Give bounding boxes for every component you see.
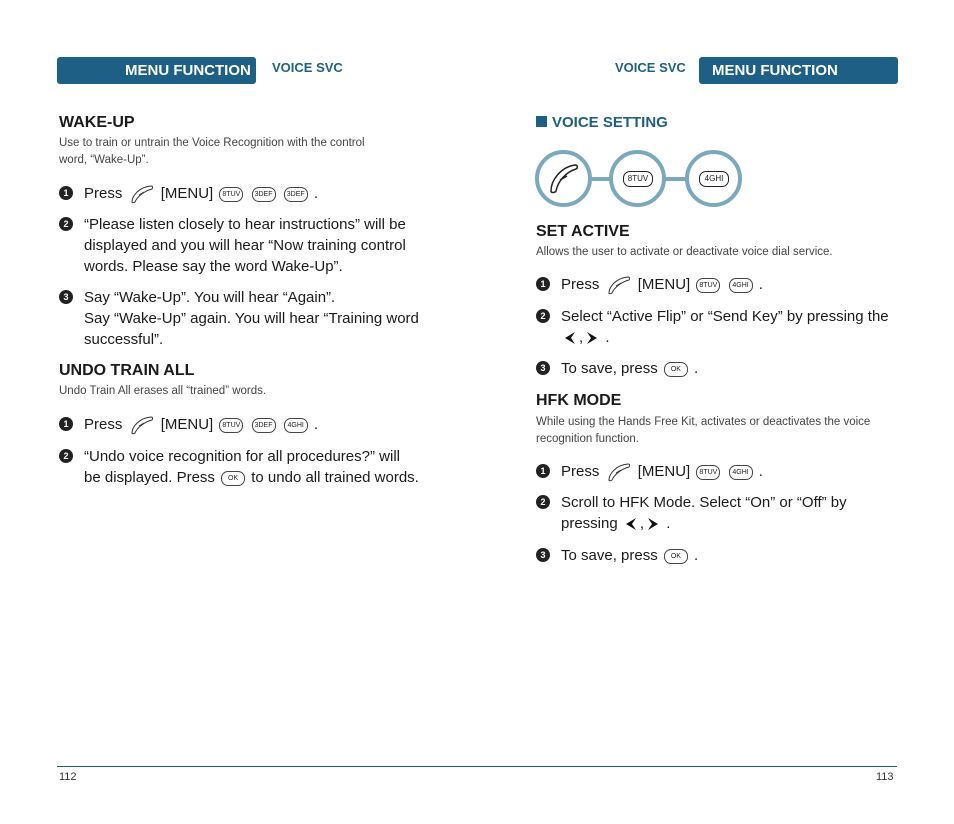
step-number: 1 bbox=[536, 464, 550, 478]
ok-key-icon: OK bbox=[664, 362, 688, 377]
undo-description: Undo Train All erases all “trained” words. bbox=[59, 385, 267, 397]
step-text: Select “Active Flip” or “Send Key” by pressing the bbox=[561, 308, 889, 325]
wake-up-step-1: 1 Press [MENU] 8TUV 3DEF 3DEF . bbox=[59, 183, 318, 204]
desc-line: While using the Hands Free Kit, activates or deactivates the voice bbox=[536, 416, 871, 428]
right-arrow-icon bbox=[585, 331, 599, 345]
footer-rule bbox=[57, 766, 897, 767]
set-active-step-1: 1 Press [MENU] 8TUV 4GHI . bbox=[536, 274, 763, 295]
key-8-icon: 8TUV bbox=[696, 278, 720, 293]
menu-key-icon bbox=[129, 184, 155, 204]
desc-line: word, “Wake-Up”. bbox=[59, 154, 149, 166]
hfk-description bbox=[536, 414, 896, 448]
square-bullet-icon bbox=[536, 116, 547, 127]
step-text: Say “Wake-Up” again. You will hear “Training word bbox=[84, 310, 419, 327]
nav-arrows: , . bbox=[561, 327, 921, 348]
ok-key-icon: OK bbox=[221, 471, 245, 486]
wake-up-heading: WAKE-UP bbox=[59, 114, 135, 131]
step-text: successful”. bbox=[84, 331, 164, 348]
step-number: 1 bbox=[59, 417, 73, 431]
hfk-step-2 bbox=[536, 492, 921, 534]
step-number: 3 bbox=[59, 290, 73, 304]
voice-setting-heading bbox=[536, 114, 668, 131]
set-active-heading: SET ACTIVE bbox=[536, 223, 630, 240]
step-text: Press bbox=[84, 185, 123, 202]
key-8-large-icon bbox=[609, 150, 666, 207]
step-number: 3 bbox=[536, 361, 550, 375]
page-number-left: 112 bbox=[59, 771, 77, 783]
menu-label: [MENU] bbox=[160, 416, 214, 433]
undo-step-2 bbox=[59, 446, 454, 488]
undo-train-all-heading: UNDO TRAIN ALL bbox=[59, 362, 195, 379]
left-arrow-icon bbox=[563, 331, 577, 345]
step-text: Press bbox=[84, 416, 123, 433]
menu-function-tab-left: MENU FUNCTION bbox=[57, 57, 256, 84]
set-active-step-3: 3 To save, press OK . bbox=[536, 358, 698, 379]
undo-step-1: 1 Press [MENU] 8TUV 3DEF 4GHI . bbox=[59, 414, 318, 435]
step-text-line bbox=[84, 467, 454, 488]
menu-label: [MENU] bbox=[637, 276, 691, 293]
hfk-mode-heading: HFK MODE bbox=[536, 392, 622, 409]
menu-key-icon bbox=[606, 275, 632, 295]
key-4-icon: 4GHI bbox=[284, 418, 308, 433]
step-number: 2 bbox=[59, 449, 73, 463]
left-arrow-icon bbox=[624, 517, 638, 531]
step-text: Press bbox=[561, 463, 600, 480]
menu-key-icon bbox=[606, 462, 632, 482]
key-8-icon: 8TUV bbox=[696, 465, 720, 480]
right-arrow-icon bbox=[646, 517, 660, 531]
menu-label: [MENU] bbox=[637, 463, 691, 480]
key-4-icon: 4GHI bbox=[729, 278, 753, 293]
step-text: Press bbox=[561, 276, 600, 293]
step-text: To save, press bbox=[561, 547, 658, 564]
set-active-step-2 bbox=[536, 306, 921, 348]
key-3-icon: 3DEF bbox=[252, 418, 276, 433]
menu-key-glyph-icon bbox=[539, 154, 588, 203]
step-text: be displayed. Press bbox=[84, 469, 215, 486]
wake-up-step-3 bbox=[59, 287, 454, 350]
step-number: 2 bbox=[536, 309, 550, 323]
key-8-icon: 8TUV bbox=[219, 418, 243, 433]
desc-line: recognition function. bbox=[536, 433, 639, 445]
key-4-large-label: 4GHI bbox=[699, 171, 729, 187]
key-3-icon: 3DEF bbox=[252, 187, 276, 202]
wake-up-step-2 bbox=[59, 214, 444, 277]
menu-key-icon bbox=[129, 415, 155, 435]
ok-key-icon: OK bbox=[664, 549, 688, 564]
step-text: displayed and you will hear “Now training control bbox=[84, 237, 406, 254]
voice-setting-label: VOICE SETTING bbox=[552, 114, 668, 131]
step-number: 1 bbox=[536, 277, 550, 291]
key-4-icon: 4GHI bbox=[729, 465, 753, 480]
voice-svc-label-right: VOICE SVC bbox=[615, 60, 686, 75]
step-text-line: pressing , . bbox=[561, 515, 671, 532]
key-8-icon: 8TUV bbox=[219, 187, 243, 202]
menu-function-tab-right: MENU FUNCTION bbox=[699, 57, 898, 84]
step-text: Say “Wake-Up”. You will hear “Again”. bbox=[84, 289, 336, 306]
step-number: 3 bbox=[536, 548, 550, 562]
menu-label: [MENU] bbox=[160, 185, 214, 202]
wake-up-description bbox=[59, 135, 419, 169]
step-number: 1 bbox=[59, 186, 73, 200]
step-text: “Undo voice recognition for all procedures?” will bbox=[84, 448, 400, 465]
key-3-icon: 3DEF bbox=[284, 187, 308, 202]
step-text: pressing bbox=[561, 515, 618, 532]
key-8-large-label: 8TUV bbox=[623, 171, 653, 187]
menu-key-large-icon bbox=[535, 150, 592, 207]
step-text: “Please listen closely to hear instructions” will be bbox=[84, 216, 406, 233]
page-number-right: 113 bbox=[876, 771, 894, 783]
hfk-step-3: 3 To save, press OK . bbox=[536, 545, 698, 566]
step-text: to undo all trained words. bbox=[251, 469, 419, 486]
desc-line: Use to train or untrain the Voice Recognition with the control bbox=[59, 137, 365, 149]
step-number: 2 bbox=[536, 495, 550, 509]
step-text: words. Please say the word Wake-Up”. bbox=[84, 258, 343, 275]
step-number: 2 bbox=[59, 217, 73, 231]
voice-svc-label-left: VOICE SVC bbox=[272, 60, 343, 75]
step-text: To save, press bbox=[561, 360, 658, 377]
key-4-large-icon bbox=[685, 150, 742, 207]
hfk-step-1: 1 Press [MENU] 8TUV 4GHI . bbox=[536, 461, 763, 482]
set-active-description: Allows the user to activate or deactivate voice dial service. bbox=[536, 246, 833, 258]
step-text: Scroll to HFK Mode. Select “On” or “Off” by bbox=[561, 494, 847, 511]
